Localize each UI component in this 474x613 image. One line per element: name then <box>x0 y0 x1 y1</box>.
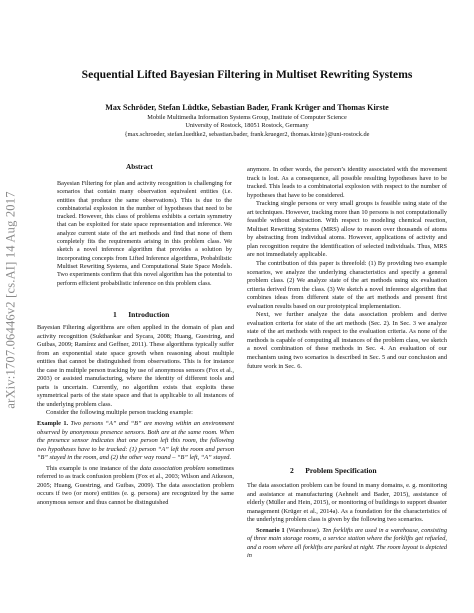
scenario-block <box>247 527 447 561</box>
right-column-body-section2 <box>247 482 447 561</box>
affiliation-line: Mobile Multimedia Information Systems Group, Institute of Computer Science <box>147 114 347 121</box>
abstract-heading: Abstract <box>126 163 153 171</box>
affiliation-block <box>40 114 454 139</box>
left-column-body <box>37 324 234 507</box>
abstract-paragraph: Bayesian Filtering for plan and activity recognition is challenging for scenarios that contain many observation equivalent entities (i.e. entities that produce the same observations). This is due to the combinatorial explosion in the number of hypotheses that need to be tracked. However, this class of problems exhibits a certain symmetry that can be exploited for state space representation and inference. We analyze current state of the art methods and find that none of them completely fits the requirements arising in this problem class. We sketch a novel inference algorithm that provides a solution by incorporating concepts from Lifted Inference algorithms, Probabilistic Multiset Rewriting Systems, and Computational State Space Models. Two experiments confirm that this novel algorithm has the potential to perform efficient probabilistic inference on this problem class. <box>57 180 232 287</box>
example-text: Two persons “A” and “B” are moving within an environment observed by anonymous presence sensors. Both are at the same room. When the presence sensor indicates that one person left this room, the following two hypotheses have to be tracked: (1) person “A” left the room and person “B” stayed in the room, and (2) the other way round – “B” left, “A” stayed. <box>37 420 234 462</box>
paragraph: Bayesian Filtering algorithms are often applied in the domain of plan and activity recognition (Sukthankar and Sycara, 2008; Huang, Guestring, and Guibas, 2009; Ramírez and Geffner, 2011). These algorithms typically suffer from an exponential state space growth when reasoning about multiple entities that cannot be distinguished from observations. This is for instance the case in multiple person tracking by use of anonymous sensors (Fox et al., 2003) or assisted manufacturing, where the identity of different tools and parts is uncertain. Currently, no algorithm exists that exploits these symmetrical parts of the state space and that is applicable to all instances of the underlying problem class. <box>37 324 234 408</box>
affiliation-line: University of Rostock, 18051 Rostock, Germany <box>185 122 309 130</box>
scenario-title: (Warehouse). <box>284 526 321 534</box>
example-label: Example 1. <box>37 420 69 428</box>
paragraph: The data association problem can be found in many domains, e. g. monitoring and assistance at manufacturing (Aehnelt and Bader, 2015), assistance of elderly (Müller and Hein, 2015), or monitoring of buildings to support disaster management (Krüger et al., 2014a). As a foundation for the characteristics of the underlying problem class is given by the following two scenarios. <box>247 482 447 524</box>
arxiv-identifier: arXiv:1707.06446v2 [cs.AI] 14 Aug 2017 <box>3 191 18 409</box>
paragraph: Consider the following multiple person tracking example: <box>46 409 193 417</box>
abstract-text <box>57 180 232 288</box>
text-run: This example is one instance of the <box>46 464 140 472</box>
paragraph: anymore. In other words, the person’s identity associated with the movement track is lost. As a consequence, all possible resulting hypotheses have to be tracked. This leads to a combinatorial explosion with respect to the number of hypotheses that have to be considered. <box>247 166 447 199</box>
scenario-label: Scenario 1 <box>256 526 285 534</box>
paper-title: Sequential Lifted Bayesian Filtering in Multiset Rewriting Systems <box>81 68 413 81</box>
right-column-body <box>247 166 447 371</box>
text-run: sometimes referred to as track confusion problem (Fox et al., 2003; Wilson and Atkeson, 2005; Huang, Guestring, and Guibas, 2009). The data association problem occurs if two (or more) entities (e. g. persons) are recognized by the same anonymous sensor and thus cannot be distinguished <box>37 464 234 506</box>
paragraph: The contribution of this paper is threefold: (1) By providing two example scenarios, we analyze the underlying characteristics and specify a general problem class. (2) We analyze state of the art methods using six evaluation criteria derived from the class. (3) We sketch a novel inference algorithm that combines ideas from different state of the art methods and present first evaluation results based on our prototypical implementation. <box>247 260 447 310</box>
section-heading-problem-specification: 2 Problem Specification <box>290 466 377 475</box>
paragraph: Tracking single persons or very small groups is feasible using state of the art techniques. However, tracking more than 10 persons is not computationally feasible without abstraction. With respect to modeling chemical reaction, Multiset Rewriting Systems (MRS) allow to reason over thousands of atoms by abstracting from individual atoms. However, applications of activity and plan recognition require the identification of selected individuals. Thus, MRS are not immediately applicable. <box>247 200 447 259</box>
author-emails: {max.schroeder, stefan.luedtke2, sebastian.bader, frank.krueger2, thomas.kirste}@uni-rostock.de <box>124 130 370 138</box>
scenario-text: Ten forklifts are used in a warehouse, consisting of three main storage rooms, a service station where the forklifts get refueled, and a room where all forklifts are parked at night. The room layout is depicted in <box>247 526 447 560</box>
section-heading-introduction: 1 Introduction <box>113 310 170 319</box>
example-block <box>37 420 234 463</box>
paragraph: Next, we further analyze the data association problem and derive evaluation criteria for state of the art methods (Sec. 2). In Sec. 3 we analyze state of the art methods with respect to the evaluation criteria. As none of the methods is capable of computing all instances of the problem class, we sketch a novel combination of these methods in Sec. 4. An evaluation of our mechanism using two scenarios is described in Sec. 5 and our conclusion and future work in Sec. 6. <box>247 311 447 370</box>
emphasis: data association problem <box>139 464 205 472</box>
author-list: Max Schröder, Stefan Lüdtke, Sebastian Bader, Frank Krüger and Thomas Kirste <box>105 103 389 112</box>
arxiv-sidebar <box>0 150 22 450</box>
paragraph <box>37 465 234 508</box>
